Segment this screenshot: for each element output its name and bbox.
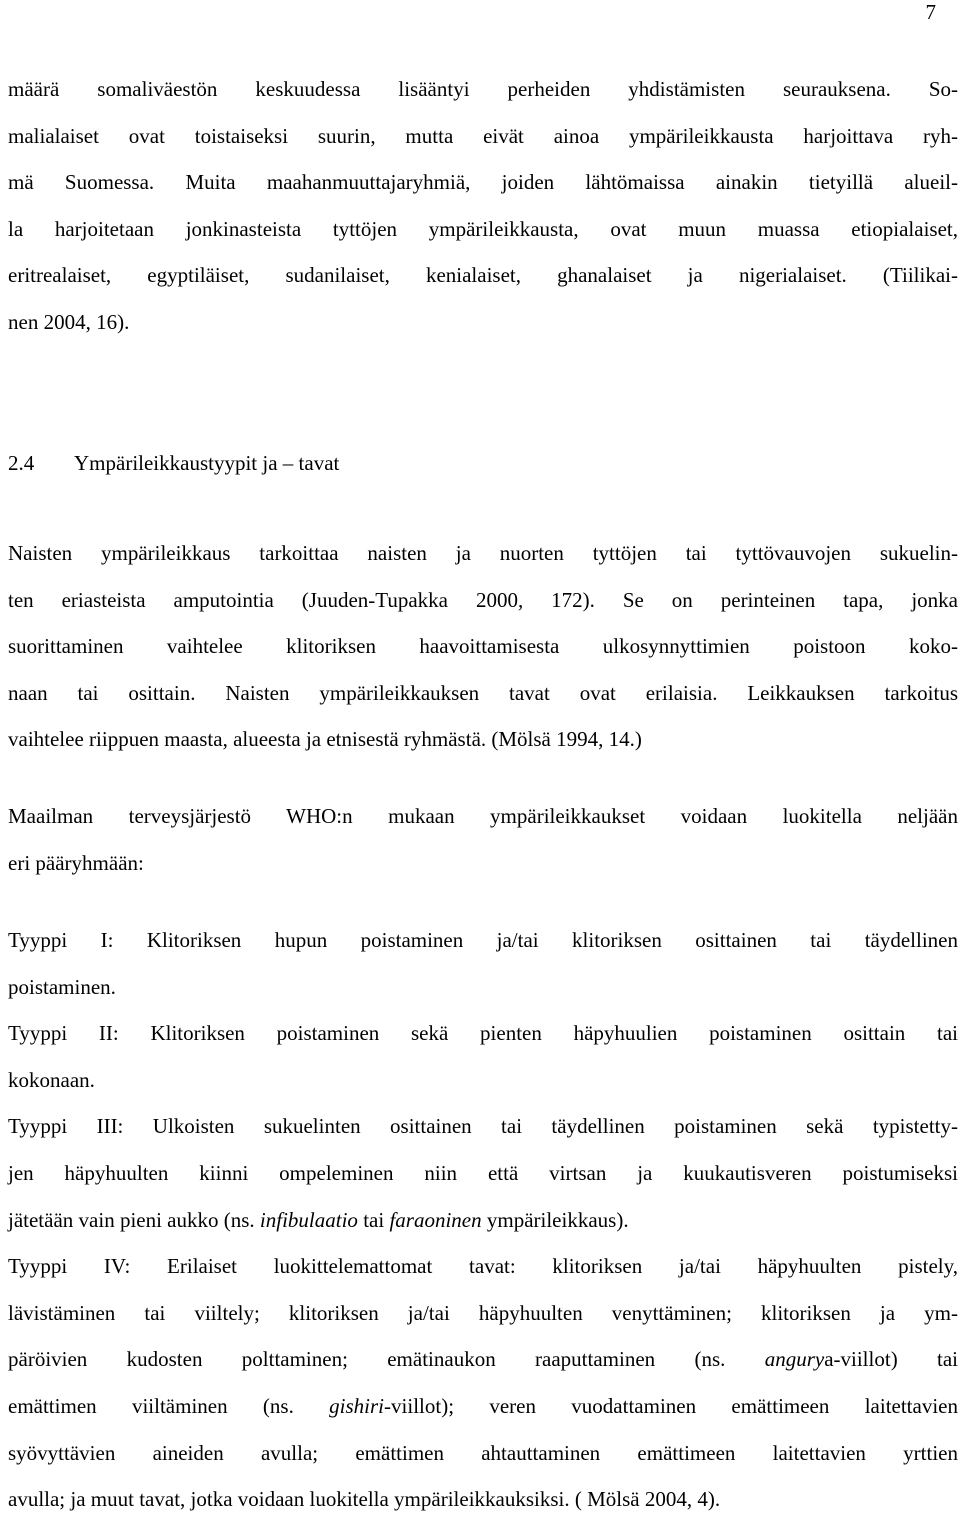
text-span: -viillot); veren vuodattaminen emättimeen laitettavien [384,1393,958,1418]
italic-term-angury: angury [764,1347,825,1372]
text-line: malialaiset ovat toistaiseksi suurin, mutta eivät ainoa ympärileikkausta harjoittava ryh- [8,123,958,148]
type-3-line [8,1197,958,1244]
text-line: Naisten ympärileikkaus tarkoittaa naisten ja nuorten tyttöjen tai tyttövauvojen sukuelin- [8,541,958,565]
text-span: ympärileikkaus). [481,1207,629,1232]
text-line: la harjoitetaan jonkinasteista tyttöjen ympärileikkausta, ovat muun muassa etiopialaiset, [8,216,958,241]
text-span: päröivien kudosten polttaminen; emätinaukon raaputtaminen (ns. [8,1347,765,1372]
text-line: mä Suomessa. Muita maahanmuuttajaryhmiä, joiden lähtömaissa ainakin tietyillä alueil- [8,170,958,195]
text-line: Maailman terveysjärjestö WHO:n mukaan ympärileikkaukset voidaan luokitella neljään [8,804,958,828]
text-span: emättimen viiltäminen (ns. [8,1393,330,1418]
type-3-line: jen häpyhuulten kiinni ompeleminen niin että virtsan ja kuukautisveren poistumiseksi [8,1160,958,1185]
type-list [8,917,958,1523]
type-4-line: syövyttävien aineiden avulla; emättimen ahtauttaminen emättimeen laitettavien yrttien [8,1440,958,1465]
type-1-line: poistaminen. [8,974,116,999]
type-1-line: Tyyppi I: Klitoriksen hupun poistaminen ja/tai klitoriksen osittainen tai täydellinen [8,928,958,952]
paragraph-who [8,793,958,886]
text-line: naan tai osittain. Naisten ympärileikkauksen tavat ovat erilaisia. Leikkauksen tarkoitus [8,680,958,705]
text-span: jätetään vain pieni aukko (ns. [8,1207,260,1232]
italic-term-gishiri: gishiri [329,1393,385,1418]
text-line: eritrealaiset, egyptiläiset, sudanilaiset, kenialaiset, ghanalaiset ja nigerialaiset. (Tiilikai- [8,263,958,288]
text-span: tai [357,1207,390,1232]
section-heading [8,440,339,486]
text-line: vaihtelee riippuen maasta, alueesta ja etnisestä ryhmästä. (Mölsä 1994, 14.) [8,727,642,752]
text-line: nen 2004, 16). [8,309,130,334]
text-line: suorittaminen vaihtelee klitoriksen haavoittamisesta ulkosynnyttimien poistoon koko- [8,634,958,659]
type-4-line [8,1383,958,1430]
text-line: määrä somaliväestön keskuudessa lisääntyi perheiden yhdistämisten seurauksena. So- [8,77,958,101]
text-line: eri pääryhmään: [8,850,144,875]
page-number: 7 [925,0,936,24]
paragraph-intro [8,66,958,346]
section-title: Ympärileikkaustyypit ja – tavat [74,451,340,475]
type-4-line: Tyyppi IV: Erilaiset luokittelemattomat tavat: klitoriksen ja/tai häpyhuulten pistely, [8,1254,958,1279]
italic-term-faraoninen: faraoninen [389,1207,482,1232]
section-number: 2.4 [8,451,35,475]
type-4-line: avulla; ja muut tavat, jotka voidaan luokitella ympärileikkauksiksi. ( Mölsä 2004, 4). [8,1487,721,1512]
type-2-line: Tyyppi II: Klitoriksen poistaminen sekä pienten häpyhuulien poistaminen osittain tai [8,1021,958,1046]
type-4-line: lävistäminen tai viiltely; klitoriksen ja/tai häpyhuulten venyttäminen; klitoriksen ja ym- [8,1300,958,1325]
italic-term-infibulaatio: infibulaatio [259,1207,358,1232]
type-2-line: kokonaan. [8,1067,95,1092]
paragraph-definition [8,530,958,763]
type-4-line [8,1336,958,1383]
text-line: ten eriasteista amputointia (Juuden-Tupakka 2000, 172). Se on perinteinen tapa, jonka [8,587,958,612]
type-3-line: Tyyppi III: Ulkoisten sukuelinten osittainen tai täydellinen poistaminen sekä typistetty- [8,1114,958,1139]
text-span: a-viillot) tai [824,1347,958,1372]
